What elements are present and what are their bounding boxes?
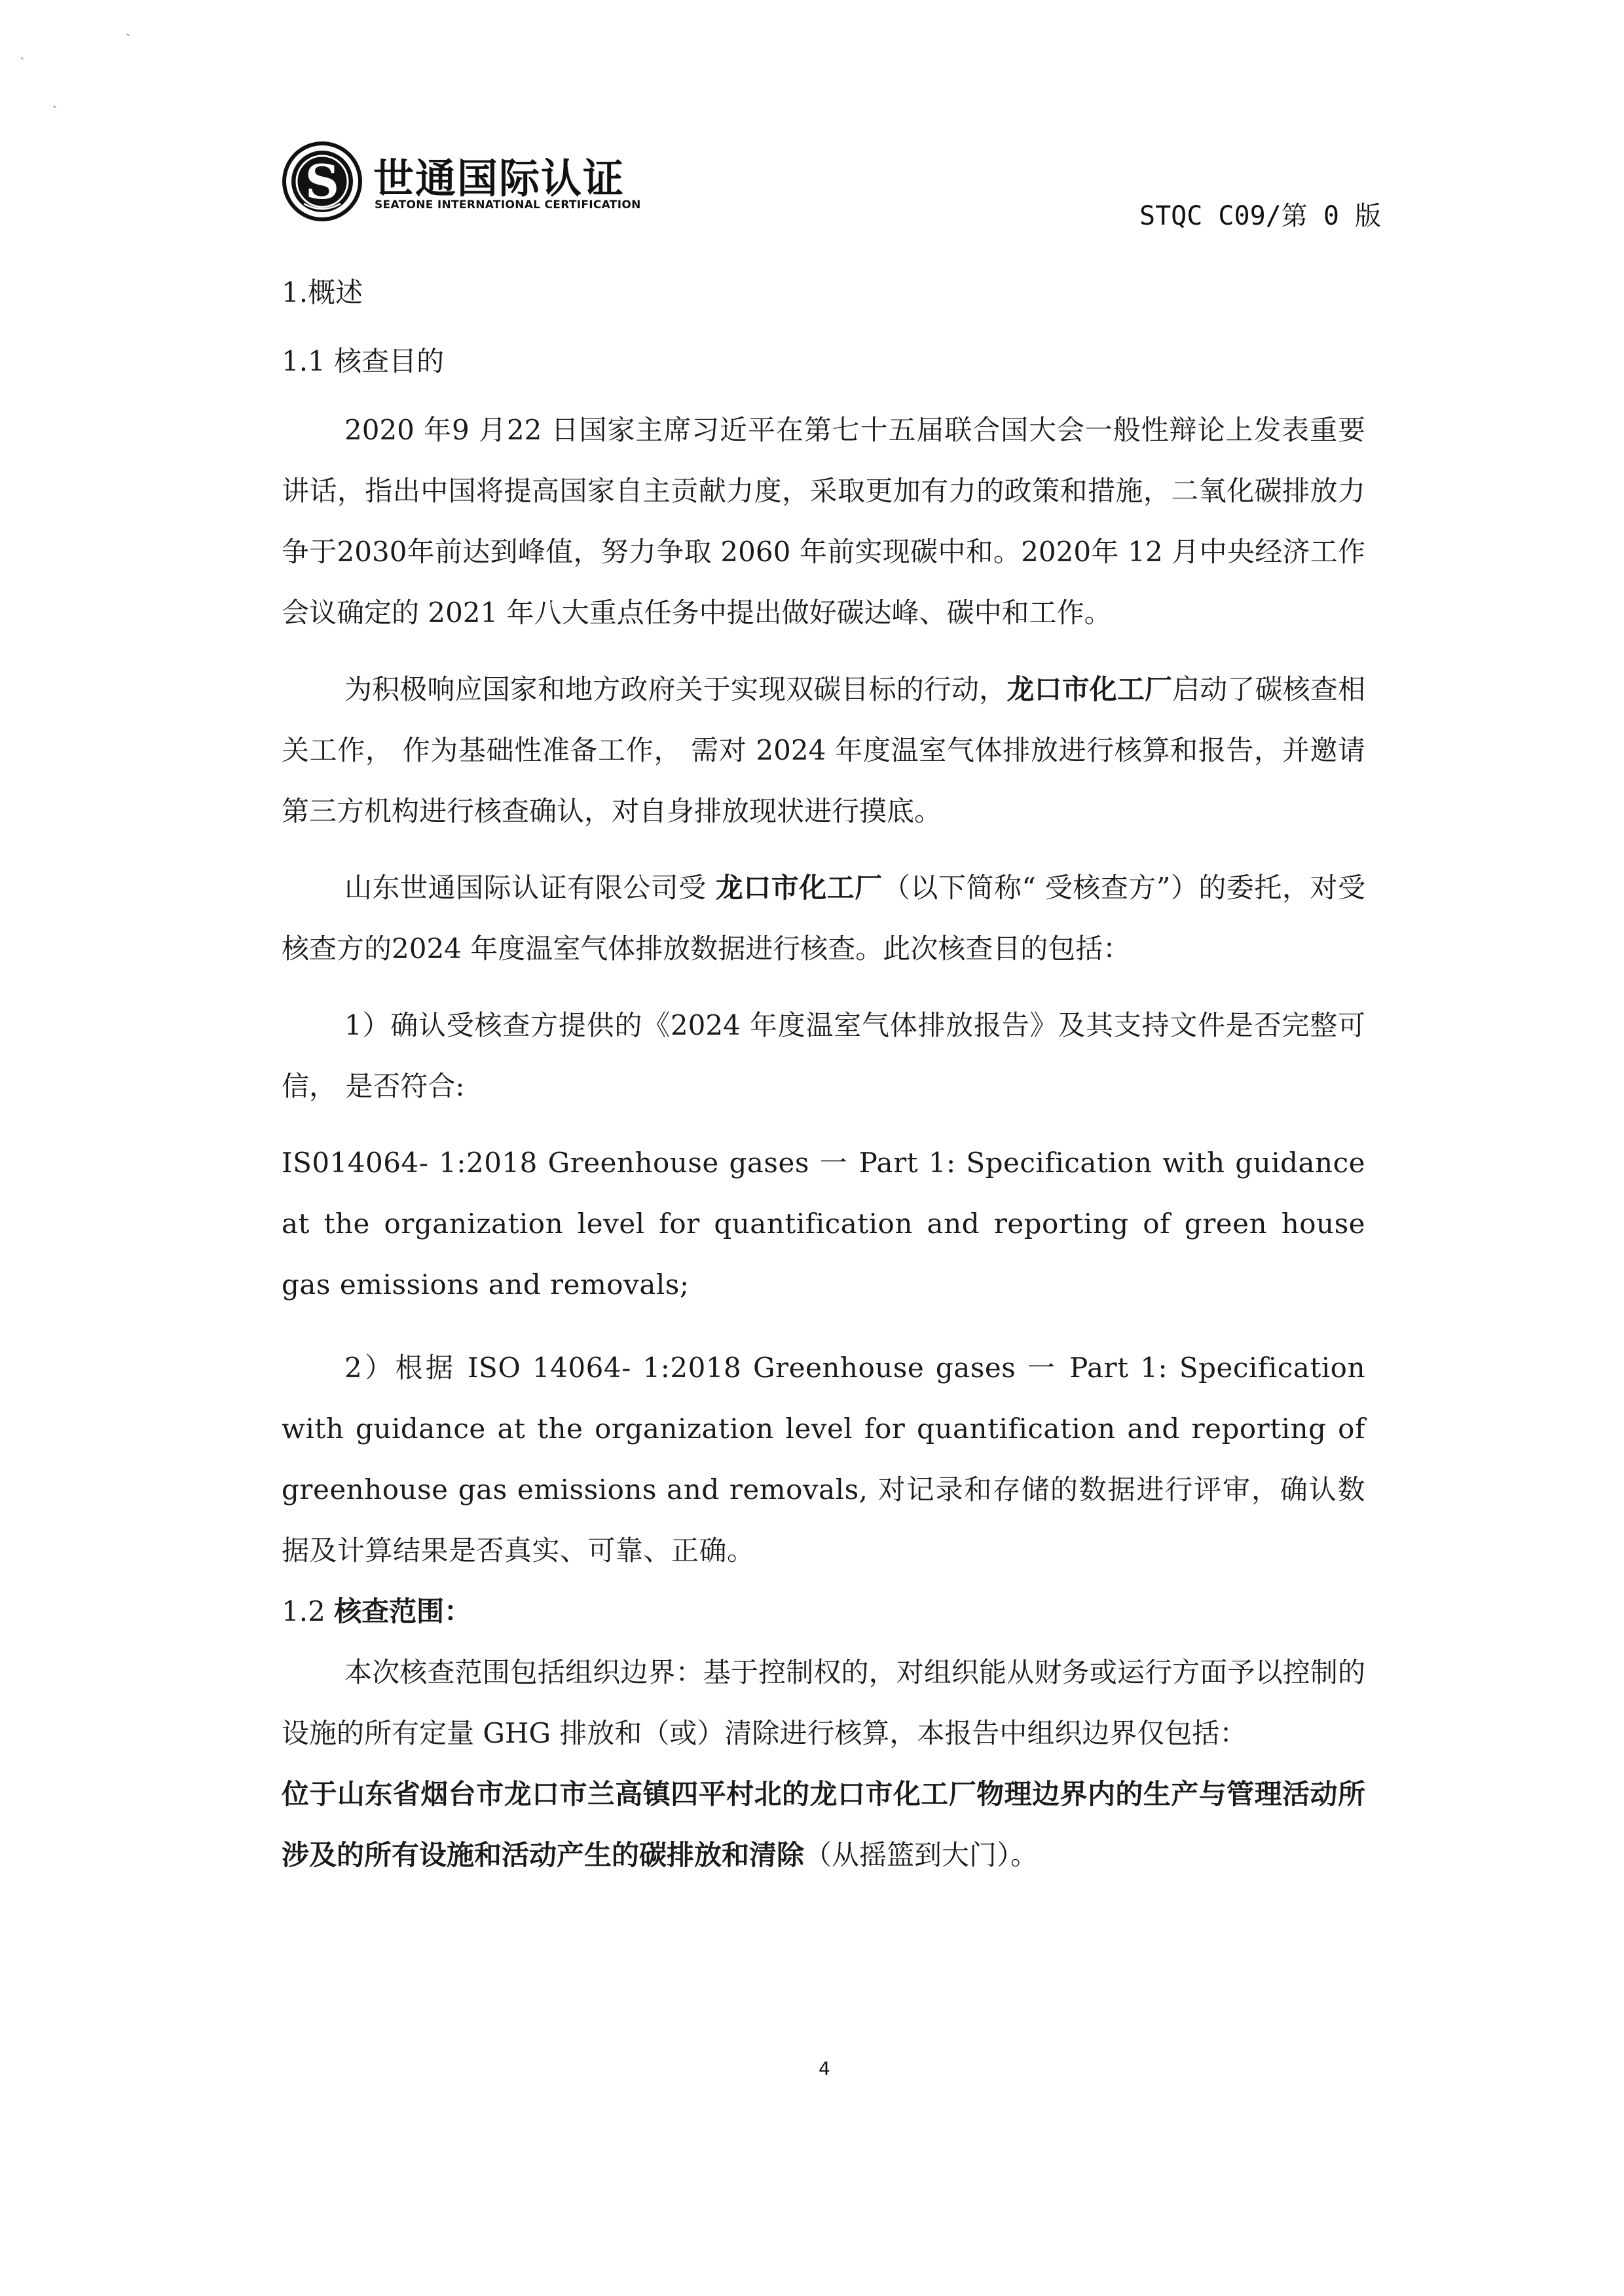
company-logo xyxy=(282,141,641,219)
paragraph-background: 2020 年9 月22 日国家主席习近平在第七十五届联合国大会一般性辩论上发表重要讲话，指出中国将提高国家自主贡献力度，采取更加有力的政策和措施，二氧化碳排放力争于2030年前达到峰值，努力争取 2060 年前实现碳中和。2020年 12 月中央经济工作会议确定的 2021 年八大重点任务中提出做好碳达峰、碳中和工作。 xyxy=(282,414,1365,629)
scan-speck: ˎ xyxy=(126,20,131,37)
logo-english-text: SEATONE INTERNATIONAL CERTIFICATION xyxy=(375,198,641,212)
main-content xyxy=(282,262,1365,1885)
paragraph-commission xyxy=(282,857,1365,979)
page-number: 4 xyxy=(819,2058,830,2079)
objective-item-1: 1）确认受核查方提供的《2024 年度温室气体排放报告》及其支持文件是否完整可信， 是否符合: xyxy=(282,1009,1365,1102)
section-1-2-heading xyxy=(282,1581,1365,1642)
svg-text:S: S xyxy=(305,154,339,210)
logo-chinese-text: 世通国际认证 xyxy=(373,155,625,202)
boundary-text: 位于山东省烟台市龙口市兰高镇四平村北的龙口市化工厂物理边界内的生产与管理活动所涉及的所有设施和活动产生的碳排放和清除 xyxy=(282,1778,1365,1871)
scan-speck: ˏ xyxy=(52,92,58,109)
company-name: 龙口市化工厂 xyxy=(1006,673,1173,705)
paragraph-text: （以下简称“ 受核查方”）的委托，对受核查方的2024 年度温室气体排放数据进行核查。此次核查目的包括： xyxy=(282,872,1365,965)
paragraph-boundary xyxy=(282,1764,1365,1885)
section-title: 核查范围： xyxy=(334,1595,472,1627)
paragraph-initiative xyxy=(282,659,1365,842)
scan-speck: ˎ xyxy=(20,44,25,60)
paragraph-text: 为积极响应国家和地方政府关于实现双碳目标的行动， xyxy=(344,673,1007,705)
section-1-1-heading: 1.1 核查目的 xyxy=(282,345,445,377)
objective-item-2 xyxy=(282,1337,1365,1581)
paragraph-text: 山东世通国际认证有限公司受 xyxy=(344,872,716,904)
paragraph-text: 2）根据 ISO 14064- 1:2018 Greenhouse gases 一 Part 1: Specification with guidance at the organization level for quantification and reporting of greenhouse gas emissions and removals, xyxy=(282,1352,1365,1506)
paragraph-text: 启动了碳核查相关工作， 作为基础性准备工作， 需对 2024 年度温室气体排放进行核算和报告，并邀请第三方机构进行核查确认，对自身排放现状进行摸底。 xyxy=(282,673,1365,827)
section-number: 1.2 xyxy=(282,1595,335,1627)
paragraph-scope: 本次核查范围包括组织边界：基于控制权的，对组织能从财务或运行方面予以控制的设施的所有定量 GHG 排放和（或）清除进行核算，本报告中组织边界仅包括： xyxy=(282,1656,1365,1749)
section-1-heading: 1.概述 xyxy=(282,276,363,308)
document-code: STQC C09/第 0 版 xyxy=(1139,201,1381,231)
company-name: 龙口市化工厂 xyxy=(715,872,883,904)
standard-reference: IS014064- 1:2018 Greenhouse gases 一 Part 1: Specification with guidance at the organization level for quantification and reporting of green house gas emissions and removals; xyxy=(282,1147,1365,1301)
seatone-emblem-icon xyxy=(282,141,363,222)
paragraph-text: （从摇篮到大门）。 xyxy=(804,1839,1039,1871)
paragraph-text: 对记录和存储的数据进行评审，确认数据及计算结果是否真实、可靠、正确。 xyxy=(282,1473,1365,1566)
